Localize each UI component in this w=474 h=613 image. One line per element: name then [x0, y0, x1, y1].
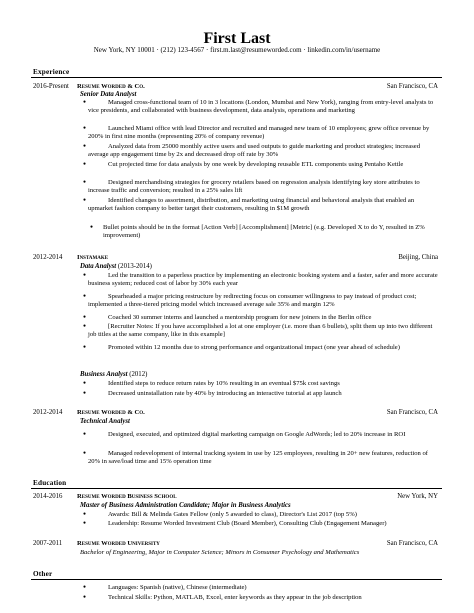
job-title: Senior Data Analyst — [80, 91, 137, 98]
section-title-experience: Experience — [33, 68, 70, 76]
job-bullet: ● Spearheaded a major pricing restructure by redirecting focus on consumer willingness to pay instead of product cost; implemented a three-tiered pricing model which increased average sale 35% and margin 12% — [88, 293, 440, 309]
contact-line: New York, NY 10001 · (212) 123-4567 · first.m.last@resumeworded.com · linkedin.com/in/username — [93, 46, 381, 54]
job-bullet: ● Designed merchandising strategies for grocery retailers based on regression analysis identifying key store attributes to increase traffic and conversion; resulted in a 25% sales lift — [88, 179, 440, 195]
job-dates: 2012-2014 — [33, 409, 63, 416]
job-bullet: ● Identified changes to assortment, distribution, and marketing using financial and behavioral analysis that enabled an upmarket fashion company to better target their customers, resulting in $1M growth — [88, 197, 440, 213]
school-name: Resume Worded University — [77, 540, 160, 547]
education-bullet: ● Leadership: Resume Worded Investment Club (Board Member), Consulting Club (Engagement Manager) — [88, 520, 440, 528]
job-location: Beijing, China — [398, 254, 438, 261]
job-location: San Francisco, CA — [386, 83, 438, 90]
job-title: Business Analyst (2012) — [80, 371, 148, 378]
job-bullet: ● Cut projected time for data analysis by one week by developing reusable ETL components using Pentaho Kettle — [88, 161, 440, 169]
other-bullet: ● Technical Skills: Python, MATLAB, Excel, enter keywords as they appear in the job description — [88, 594, 440, 602]
job-bullet: ● [Recruiter Notes: If you have accomplished a lot at one employer (i.e. more than 6 bullets), split them up into two different job titles at the same company, like in this example] — [88, 323, 440, 339]
job-bullet: ● Bullet points should be in the format [Action Verb] [Accomplishment] [Metric] (e.g. Developed X to do Y, resulted in Z% improvement) — [103, 224, 441, 240]
school-location: New York, NY — [397, 493, 438, 500]
job-bullet: ● Led the transition to a paperless practice by implementing an electronic booking system and a faster, safer and more accurate business system; reduced cost of labor by 30% each year — [88, 272, 440, 288]
employer-name: Instamake — [77, 254, 109, 261]
education-dates: 2007-2011 — [33, 540, 63, 547]
job-dates: 2016-Present — [33, 83, 69, 90]
school-name: Resume Worded Business School — [77, 493, 177, 500]
candidate-name: First Last — [203, 30, 271, 47]
education-bullet: ● Awards: Bill & Melinda Gates Fellow (only 5 awarded to class), Director's List 2017 (top 5%) — [88, 511, 440, 519]
job-dates: 2012-2014 — [33, 254, 63, 261]
section-title-education: Education — [33, 479, 67, 487]
section-divider — [31, 488, 442, 489]
degree: Master of Business Administration Candidate; Major in Business Analytics — [80, 502, 291, 509]
section-title-other: Other — [33, 570, 53, 578]
job-bullet: ● Managed redevelopment of internal tracking system in use by 125 employees, resulting in 20+ new features, reduction of 20% in save/load time and 15% operation time — [88, 450, 440, 466]
job-bullet: ● Analyzed data from 25000 monthly active users and used outputs to guide marketing and product strategies; increased average app engagement time by 2x and decreased drop off rate by 30% — [88, 143, 440, 159]
employer-name: Resume Worded & Co. — [77, 409, 145, 416]
job-title: Technical Analyst — [80, 418, 130, 425]
education-dates: 2014-2016 — [33, 493, 63, 500]
job-bullet: ● Launched Miami office with lead Director and recruited and managed new team of 10 employees; grew office revenue by 200% in first nine months (representing 20% of company revenue) — [88, 125, 440, 141]
section-divider — [31, 579, 442, 580]
job-title: Data Analyst (2013-2014) — [80, 263, 152, 270]
other-bullet: ● Languages: Spanish (native), Chinese (intermediate) — [88, 584, 440, 592]
employer-name: Resume Worded & Co. — [77, 83, 145, 90]
school-location: San Francisco, CA — [386, 540, 438, 547]
section-divider — [31, 77, 442, 78]
job-bullet: ● Decreased uninstallation rate by 40% by introducing an interactive tutorial at app launch — [88, 390, 440, 398]
job-bullet: ● Designed, executed, and optimized digital marketing campaign on Google AdWords; led to 20% increase in ROI — [88, 431, 440, 439]
job-bullet: ● Coached 30 summer interns and launched a mentorship program for new joiners in the Berlin office — [88, 314, 440, 322]
job-bullet: ● Managed cross-functional team of 10 in 3 locations (London, Mumbai and New York), ranging from entry-level analysts to vice presidents, and collaborated with business development, data analysis, operations and marketing — [88, 99, 440, 115]
job-location: San Francisco, CA — [386, 409, 438, 416]
degree: Bachelor of Engineering, Major in Computer Science; Minors in Consumer Psychology and Mathematics — [80, 549, 360, 556]
job-bullet: ● Identified steps to reduce return rates by 10% resulting in an eventual $75k cost savings — [88, 380, 440, 388]
job-bullet: ● Promoted within 12 months due to strong performance and organizational impact (one year ahead of schedule) — [88, 344, 440, 352]
